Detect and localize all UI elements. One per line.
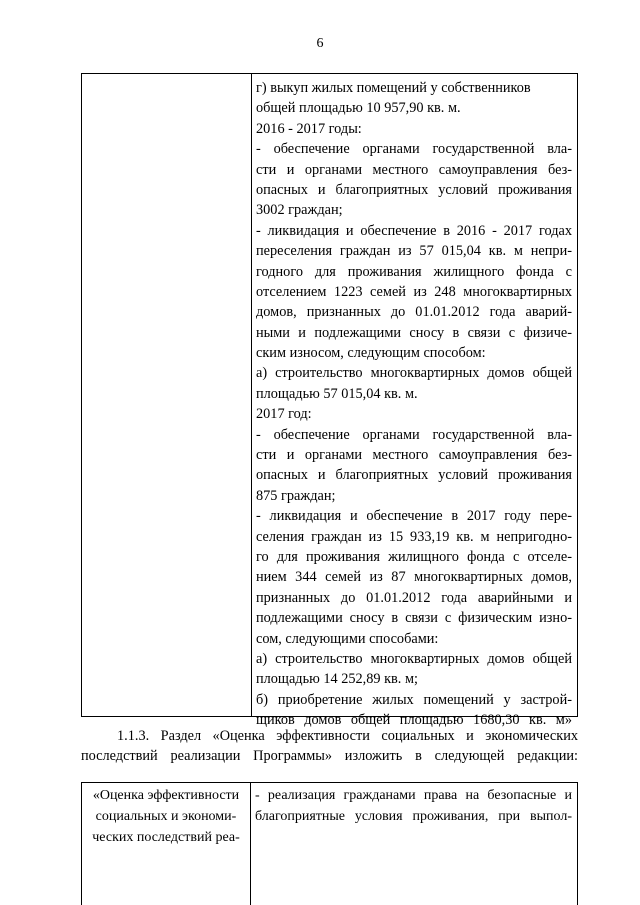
text-line: годного для проживания жилищного фонда с [256,263,572,280]
text-line: - ликвидация и обеспечение в 2016 - 2017 годах [256,222,572,239]
text-line: го для проживания жилищного фонда с отселе- [256,548,572,565]
amendment-paragraph [81,726,578,767]
text-line: опасных и благоприятных условий проживания [256,467,572,484]
table-cell-left [84,785,248,848]
text-line: а) строительство многоквартирных домов общей [256,650,572,667]
text-line: подлежащими сносу в связи с физическим изно- [256,610,572,627]
text-line: сом, следующими способами: [256,630,439,647]
text-line: селения граждан из 15 933,19 кв. м непригодно- [256,528,572,545]
text-line: щиков домов общей площадью 1680,30 кв. м» [256,712,572,729]
text-line: ским износом, следующим способом: [256,345,486,362]
text-line: переселения граждан из 57 015,04 кв. м непри- [256,243,572,260]
text-line: ческих последствий реа- [92,830,240,845]
paragraph-line: 1.1.3. Раздел «Оценка эффективности социальных и экономических [117,728,578,744]
text-line: - реализация гражданами права на безопасные и [255,788,572,803]
text-line: признанных до 01.01.2012 года аварийными и [256,589,572,606]
program-table [81,73,578,729]
page-number: 6 [316,36,324,51]
assessment-table [81,782,578,905]
text-line: домов, признанных до 01.01.2012 года аварий- [256,304,572,321]
text-line: «Оценка эффективности [92,788,240,803]
text-line: нием 344 семей из 87 многоквартирных домов, [256,569,572,586]
text-line: б) приобретение жилых помещений у застрой- [256,691,572,708]
table-cell-right [255,785,572,827]
text-line: благоприятные условия проживания, при выпол- [255,809,572,824]
text-line: общей площадью 10 957,90 кв. м. [256,100,461,117]
text-line: социальных и экономи- [95,809,237,824]
column-divider [250,783,251,905]
text-line: - обеспечение органами государственной вла- [256,426,572,443]
text-line: 2017 год: [256,406,312,423]
column-divider [251,74,252,716]
text-line: опасных и благоприятных условий проживания [256,181,572,198]
text-line: г) выкуп жилых помещений у собственников [256,80,531,96]
text-line: - обеспечение органами государственной вла- [256,141,572,158]
table-cell-right [256,78,572,731]
paragraph-line: последствий реализации Программы» изложить в следующей редакции: [81,748,578,765]
text-line: 2016 - 2017 годы: [256,120,362,137]
text-line: а) строительство многоквартирных домов общей [256,365,572,382]
text-line: площадью 57 015,04 кв. м. [256,385,418,402]
text-line: 875 граждан; [256,487,336,504]
text-line: сти и органами местного самоуправления без- [256,447,572,464]
text-line: 3002 граждан; [256,202,343,219]
text-line: площадью 14 252,89 кв. м; [256,671,418,688]
text-line: сти и органами местного самоуправления без- [256,161,572,178]
text-line: ными и подлежащими сносу в связи с физиче- [256,324,572,341]
text-line: отселением 1223 семей из 248 многоквартирных [256,283,572,300]
text-line: - ликвидация и обеспечение в 2017 году пере- [256,508,572,525]
